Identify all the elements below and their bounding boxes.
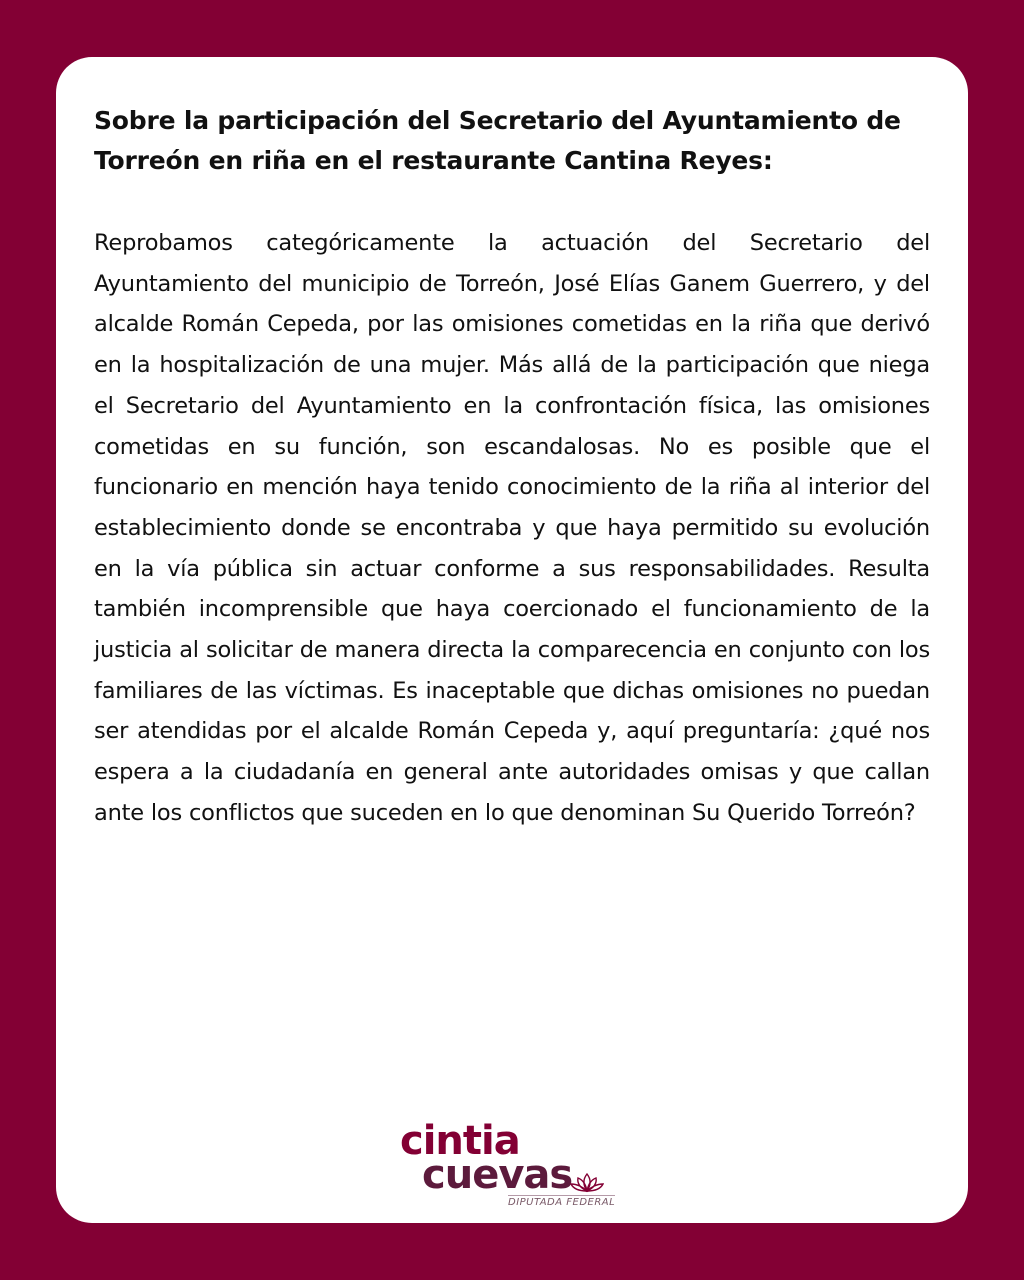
statement-body: Reprobamos categóricamente la actuación del Secretario del Ayuntamiento del municipio de Torreón, José Elías Ganem Guerrero, y del alcalde Román Cepeda, por las omisiones cometidas en la riña que derivó en la hospitalización de una mujer. Más allá de la participación que niega el Secretario del Ayuntamiento en la confrontación física, las omisiones cometidas en su función, son escandalosas. No es posible que el funcionario en mención haya tenido conocimiento de la riña al interior del establecimiento donde se encontraba y que haya permitido su evolución en la vía pública sin actuar conforme a sus responsabilidades. Resulta también incomprensible que haya coercionado el funcionamiento de la justicia al solicitar de manera directa la comparecencia en conjunto con los familiares de las víctimas. Es inaceptable que dichas omisiones no puedan ser atendidas por el alcalde Román Cepeda y, aquí preguntaría: ¿qué nos espera a la ciudadanía en general ante autoridades omisas y que callan ante los conflictos que suceden en lo que denominan Su Querido Torreón? <box>94 230 930 826</box>
logo-subtitle: DIPUTADA FEDERAL <box>508 1197 616 1208</box>
statement-card <box>56 57 968 1223</box>
logo-last-name: cuevas <box>422 1152 573 1198</box>
lotus-flower-icon <box>570 1171 604 1193</box>
statement-title: Sobre la participación del Secretario del Ayuntamiento de Torreón en riña en el restaurante Cantina Reyes: <box>94 106 901 175</box>
logo-first-name: cintia <box>400 1118 520 1164</box>
cintia-cuevas-logo <box>396 1119 636 1211</box>
